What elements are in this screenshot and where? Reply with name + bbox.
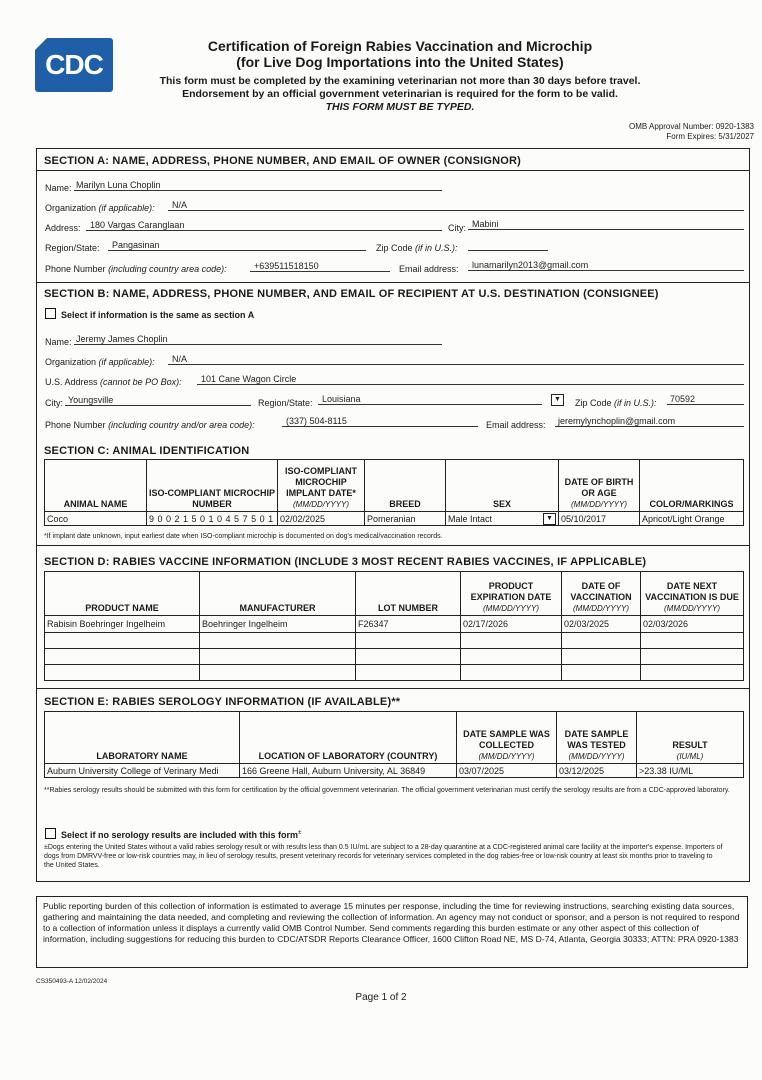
intro-line-2: Endorsement by an official government veterinarian is required for the form to be valid. xyxy=(182,88,618,100)
cell-lot[interactable]: F26347 xyxy=(356,616,461,633)
recipient-region-value[interactable]: Louisiana xyxy=(322,394,361,404)
same-as-a-checkbox[interactable] xyxy=(45,308,56,319)
owner-address-value[interactable]: 180 Vargas Caranglaan xyxy=(90,220,185,230)
table-row xyxy=(45,616,744,633)
owner-city-label: City: xyxy=(448,223,466,233)
region-dropdown-icon[interactable]: ▼ xyxy=(551,394,564,406)
owner-name-label: Name: xyxy=(45,183,72,193)
col-result: RESULT (IU/ML) xyxy=(637,712,744,764)
no-serology-note: ±Dogs entering the United States without a valid rabies serology result or with results less than 0.5 IU/mL are subject to a 28-day quarantine at a CDC-registered animal care facility at the importer's expense. Importers of dogs from DMRVV-free or low-risk countries may, in lieu of serology results, present veterinary records for veterinary services completed in the dog rabies-free or low-risk country at least six months prior to traveling to the United States. xyxy=(44,844,723,869)
burden-statement: Public reporting burden of this collection of information is estimated to average 15 minutes per response, including the time for reviewing instructions, searching existing data sources, gathering and maintaining the data needed, and completing and reviewing the collection of information. An agency may not conduct or sponsor, and a person is not required to respond to a collection of information unless it displays a currently valid OMB Control Number. Send comments regarding this burden estimate or any other aspect of this collection of information, including suggestions for reducing this burden to CDC/ATSDR Reports Clearance Officer, 1600 Clifton Road NE, MS D-74, Atlanta, Georgia 30333; ATTN: PRA 0920-1383 xyxy=(36,896,748,968)
serology-table xyxy=(44,711,744,778)
omb-number: OMB Approval Number: 0920-1383 xyxy=(629,122,754,131)
recipient-city-value[interactable]: Youngsville xyxy=(68,395,114,405)
owner-email-label: Email address: xyxy=(399,264,459,274)
col-color: COLOR/MARKINGS xyxy=(640,460,744,512)
recipient-address-label: U.S. Address (cannot be PO Box): xyxy=(45,377,182,387)
owner-phone-label: Phone Number (including country area code): xyxy=(45,264,227,274)
col-lab-location: LOCATION OF LABORATORY (COUNTRY) xyxy=(240,712,457,764)
recipient-phone-value[interactable]: (337) 504-8115 xyxy=(286,416,347,426)
owner-org-value[interactable]: N/A xyxy=(172,200,188,210)
recipient-org-value[interactable]: N/A xyxy=(172,354,188,364)
recipient-region-label: Region/State: xyxy=(258,398,313,408)
intro-line-1: This form must be completed by the examining veterinarian not more than 30 days before travel. xyxy=(159,75,641,87)
form-expires: Form Expires: 5/31/2027 xyxy=(666,132,754,141)
col-next-due: DATE NEXT VACCINATION IS DUE (MM/DD/YYYY) xyxy=(641,572,744,616)
cell-tested[interactable]: 03/12/2025 xyxy=(557,764,637,778)
col-implant-date: ISO-COMPLIANT MICROCHIP IMPLANT DATE* (MM/DD/YYYY) xyxy=(278,460,365,512)
col-tested: DATE SAMPLE WAS TESTED (MM/DD/YYYY) xyxy=(557,712,637,764)
recipient-name-label: Name: xyxy=(45,337,72,347)
form-id: CS350493-A 12/02/2024 xyxy=(36,978,108,985)
recipient-city-label: City: xyxy=(45,398,63,408)
section-a-title: SECTION A: NAME, ADDRESS, PHONE NUMBER, AND EMAIL OF OWNER (CONSIGNOR) xyxy=(44,155,522,167)
section-c-footnote: *If implant date unknown, input earliest date when ISO-compliant microchip is documented on dog's medical/vaccination records. xyxy=(44,533,443,540)
cell-microchip[interactable]: 9 0 0 2 1 5 0 1 0 4 5 7 5 0 1 xyxy=(147,512,278,526)
col-breed: BREED xyxy=(365,460,446,512)
owner-region-label: Region/State: xyxy=(45,243,100,253)
logo-text: CDC xyxy=(45,49,103,80)
no-serology-label: Select if no serology results are included with this form± xyxy=(61,830,302,840)
col-dob: DATE OF BIRTH OR AGE (MM/DD/YYYY) xyxy=(559,460,640,512)
animal-table xyxy=(44,459,744,526)
recipient-org-label: Organization (if applicable): xyxy=(45,357,155,367)
cell-lab-name[interactable]: Auburn University College of Verinary Medi xyxy=(45,764,240,778)
col-manufacturer: MANUFACTURER xyxy=(200,572,356,616)
recipient-email-value[interactable]: jeremylynchoplin@gmail.com xyxy=(558,416,676,426)
col-collected: DATE SAMPLE WAS COLLECTED (MM/DD/YYYY) xyxy=(457,712,557,764)
table-row xyxy=(45,512,744,526)
table-row xyxy=(45,649,744,665)
owner-address-label: Address: xyxy=(45,223,81,233)
cell-dob[interactable]: 05/10/2017 xyxy=(559,512,640,526)
page-number: Page 1 of 2 xyxy=(355,992,407,1003)
cell-implant-date[interactable]: 02/02/2025 xyxy=(278,512,365,526)
cell-animal-name[interactable]: Coco xyxy=(45,512,147,526)
table-row xyxy=(45,764,744,778)
owner-zip-label: Zip Code (if in U.S.): xyxy=(376,243,458,253)
col-product-name: PRODUCT NAME xyxy=(45,572,200,616)
table-row xyxy=(45,665,744,681)
cell-collected[interactable]: 03/07/2025 xyxy=(457,764,557,778)
section-e-title: SECTION E: RABIES SEROLOGY INFORMATION (IF AVAILABLE)** xyxy=(44,696,401,708)
col-vaccination-date: DATE OF VACCINATION (MM/DD/YYYY) xyxy=(562,572,641,616)
cell-manufacturer[interactable]: Boehringer Ingelheim xyxy=(200,616,356,633)
recipient-zip-value[interactable]: 70592 xyxy=(670,394,696,404)
section-d-title: SECTION D: RABIES VACCINE INFORMATION (INCLUDE 3 MOST RECENT RABIES VACCINES, IF APPLICABLE) xyxy=(44,556,647,568)
section-e-footnote: **Rabies serology results should be submitted with this form for certification by the official government veterinarian. The official government veterinarian must certify the serology results are from a CDC-approved laboratory. xyxy=(44,787,730,794)
cell-result[interactable]: >23.38 IU/ML xyxy=(637,764,744,778)
recipient-address-value[interactable]: 101 Cane Wagon Circle xyxy=(201,374,297,384)
vaccine-table xyxy=(44,571,744,681)
col-lab-name: LABORATORY NAME xyxy=(45,712,240,764)
sex-dropdown-icon[interactable]: ▼ xyxy=(543,513,556,525)
col-sex: SEX xyxy=(446,460,559,512)
table-row xyxy=(45,633,744,649)
cdc-logo xyxy=(35,38,113,92)
cell-expiration[interactable]: 02/17/2026 xyxy=(461,616,562,633)
cell-sex[interactable]: Male Intact ▼ xyxy=(446,512,559,526)
owner-city-value[interactable]: Mabini xyxy=(472,219,499,229)
col-microchip: ISO-COMPLIANT MICROCHIP NUMBER xyxy=(147,460,278,512)
section-c-title: SECTION C: ANIMAL IDENTIFICATION xyxy=(44,445,250,457)
no-serology-checkbox[interactable] xyxy=(45,828,56,839)
section-b-title: SECTION B: NAME, ADDRESS, PHONE NUMBER, AND EMAIL OF RECIPIENT AT U.S. DESTINATION (CONSIGNEE) xyxy=(44,288,659,300)
owner-phone-value[interactable]: +639511518150 xyxy=(254,261,319,271)
intro-line-3: THIS FORM MUST BE TYPED. xyxy=(325,101,475,113)
cell-vaccination-date[interactable]: 02/03/2025 xyxy=(562,616,641,633)
owner-name-value[interactable]: Marilyn Luna Choplin xyxy=(76,180,161,190)
cell-product[interactable]: Rabisin Boehringer Ingelheim xyxy=(45,616,200,633)
same-as-a-label: Select if information is the same as section A xyxy=(61,310,255,320)
cell-lab-location[interactable]: 166 Greene Hall, Auburn University, AL 36849 xyxy=(240,764,457,778)
recipient-phone-label: Phone Number (including country and/or area code): xyxy=(45,420,255,430)
recipient-email-label: Email address: xyxy=(486,420,546,430)
cell-next-due[interactable]: 02/03/2026 xyxy=(641,616,744,633)
col-lot-number: LOT NUMBER xyxy=(356,572,461,616)
col-expiration: PRODUCT EXPIRATION DATE (MM/DD/YYYY) xyxy=(461,572,562,616)
owner-region-value[interactable]: Pangasinan xyxy=(112,240,160,250)
recipient-name-value[interactable]: Jeremy James Choplin xyxy=(76,334,168,344)
owner-org-label: Organization (if applicable): xyxy=(45,203,155,213)
form-title: Certification of Foreign Rabies Vaccination and Microchip xyxy=(207,38,593,54)
col-animal-name: ANIMAL NAME xyxy=(45,460,147,512)
cell-breed[interactable]: Pomeranian xyxy=(365,512,446,526)
form-subtitle: (for Live Dog Importations into the United States) xyxy=(236,54,564,70)
cell-color[interactable]: Apricot/Light Orange xyxy=(640,512,744,526)
recipient-zip-label: Zip Code (if in U.S.): xyxy=(575,398,657,408)
owner-email-value[interactable]: lunamarilyn2013@gmail.com xyxy=(472,260,589,270)
